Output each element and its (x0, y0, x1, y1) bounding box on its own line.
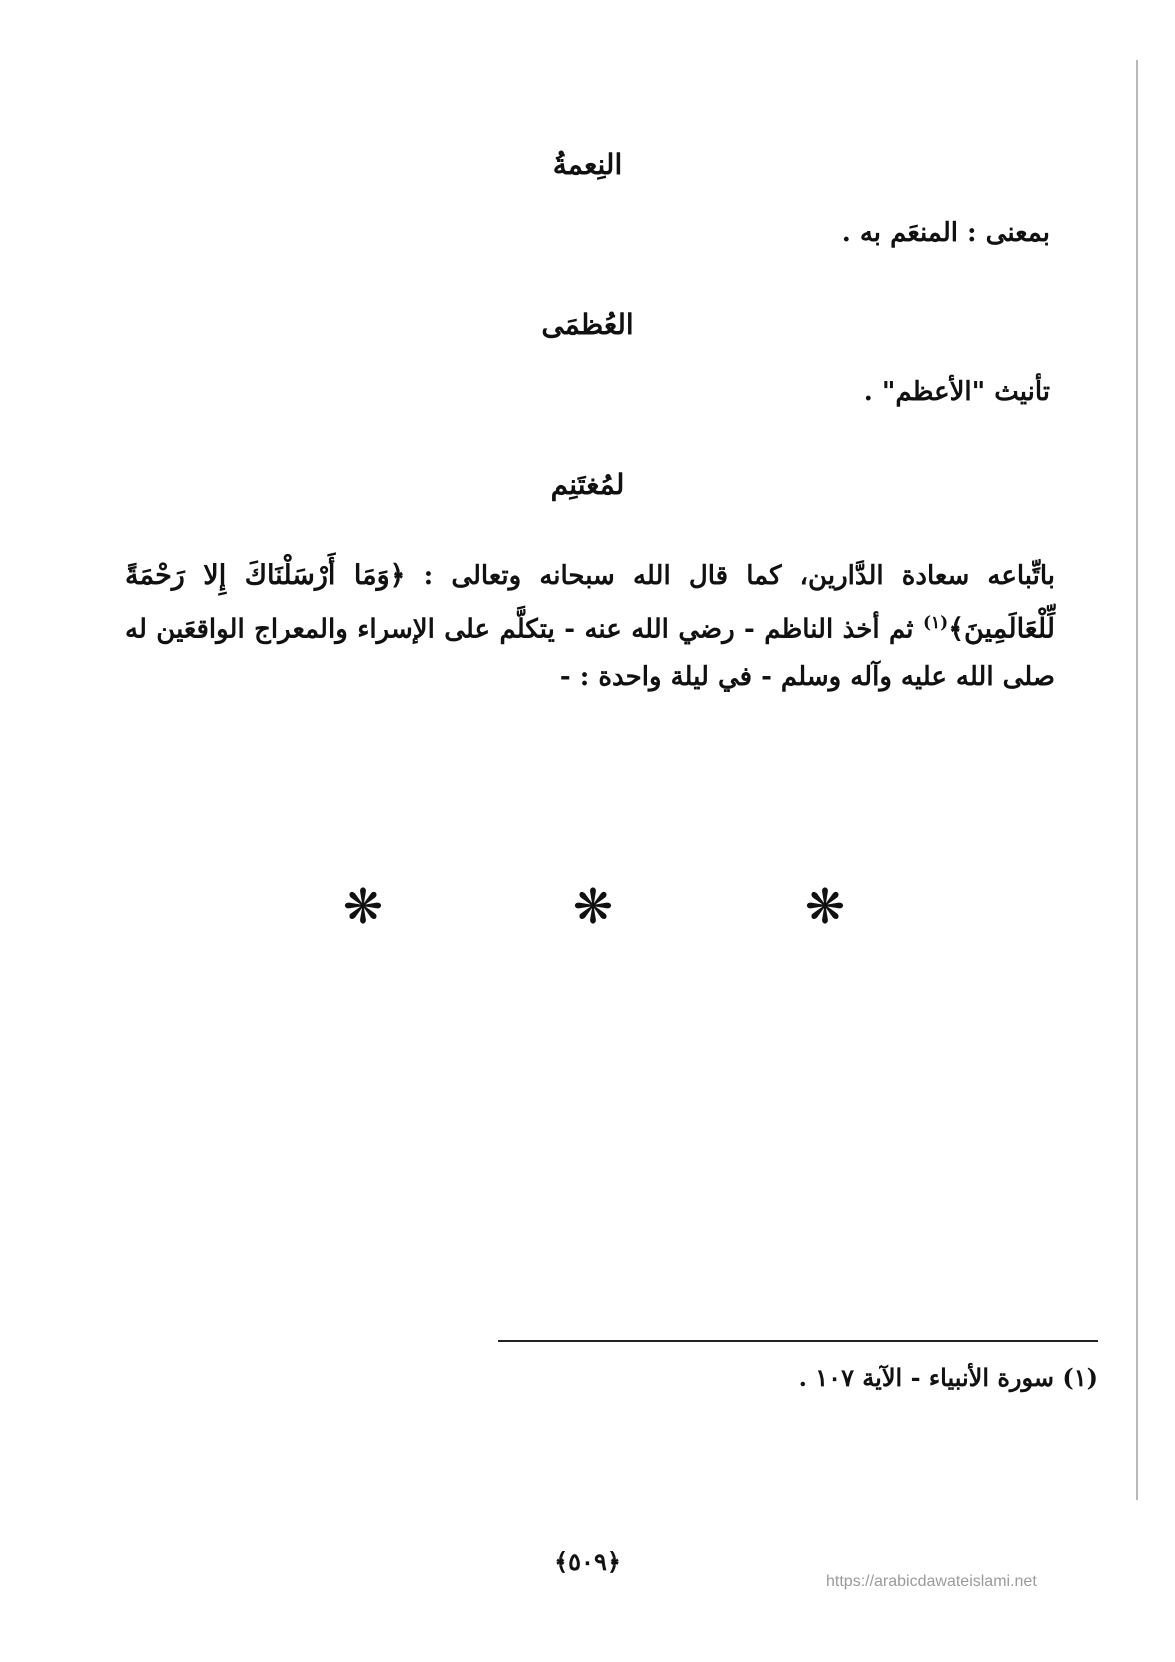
section-heading-gainer: لمُغتَنِم (550, 468, 625, 501)
page-edge-line (1136, 60, 1138, 1500)
section-heading-greatest: العُظمَى (541, 308, 634, 341)
watermark-url: https://arabicdawateislami.net (826, 1573, 1037, 1590)
section-heading-blessing: النِعمةُ (552, 148, 623, 181)
footnote-reference: (١) (922, 613, 949, 633)
definition-line-greatest: تأنيث "الأعظم" . (863, 377, 1050, 407)
page-number: ﴿٥٠٩﴾ (554, 1547, 621, 1576)
quran-verse: وَمَا أَرْسَلْنَاكَ إِلا رَحْمَةً لِّلْعَالَمِينَ (125, 560, 1055, 645)
footnote-separator (498, 1340, 1098, 1342)
ornament-divider (0, 879, 1175, 942)
ornament-star-icon: ❋ (342, 879, 384, 935)
ornament-star-icon: ❋ (572, 879, 614, 935)
definition-line-blessing: بمعنى : المنعَم به . (841, 218, 1050, 248)
paragraph-part-2: ثم أخذ الناظم - رضي الله عنه - يتكلَّم على الإسراء والمعراج الواقعَين له صلى الله عليه وآله وسلم - في ليلة واحدة : - (125, 614, 1055, 692)
quran-bracket-close: ﴾ (948, 613, 965, 645)
paragraph-part-1: باتِّباعه سعادة الدَّارين، كما قال الله سبحانه وتعالى : (405, 561, 1056, 591)
ornament-star-icon: ❋ (804, 879, 846, 935)
footnote-text: (١) سورة الأنبياء - الآية ١٠٧ . (798, 1363, 1098, 1392)
body-paragraph (125, 552, 1055, 701)
quran-bracket-open: ﴿ (389, 560, 406, 591)
